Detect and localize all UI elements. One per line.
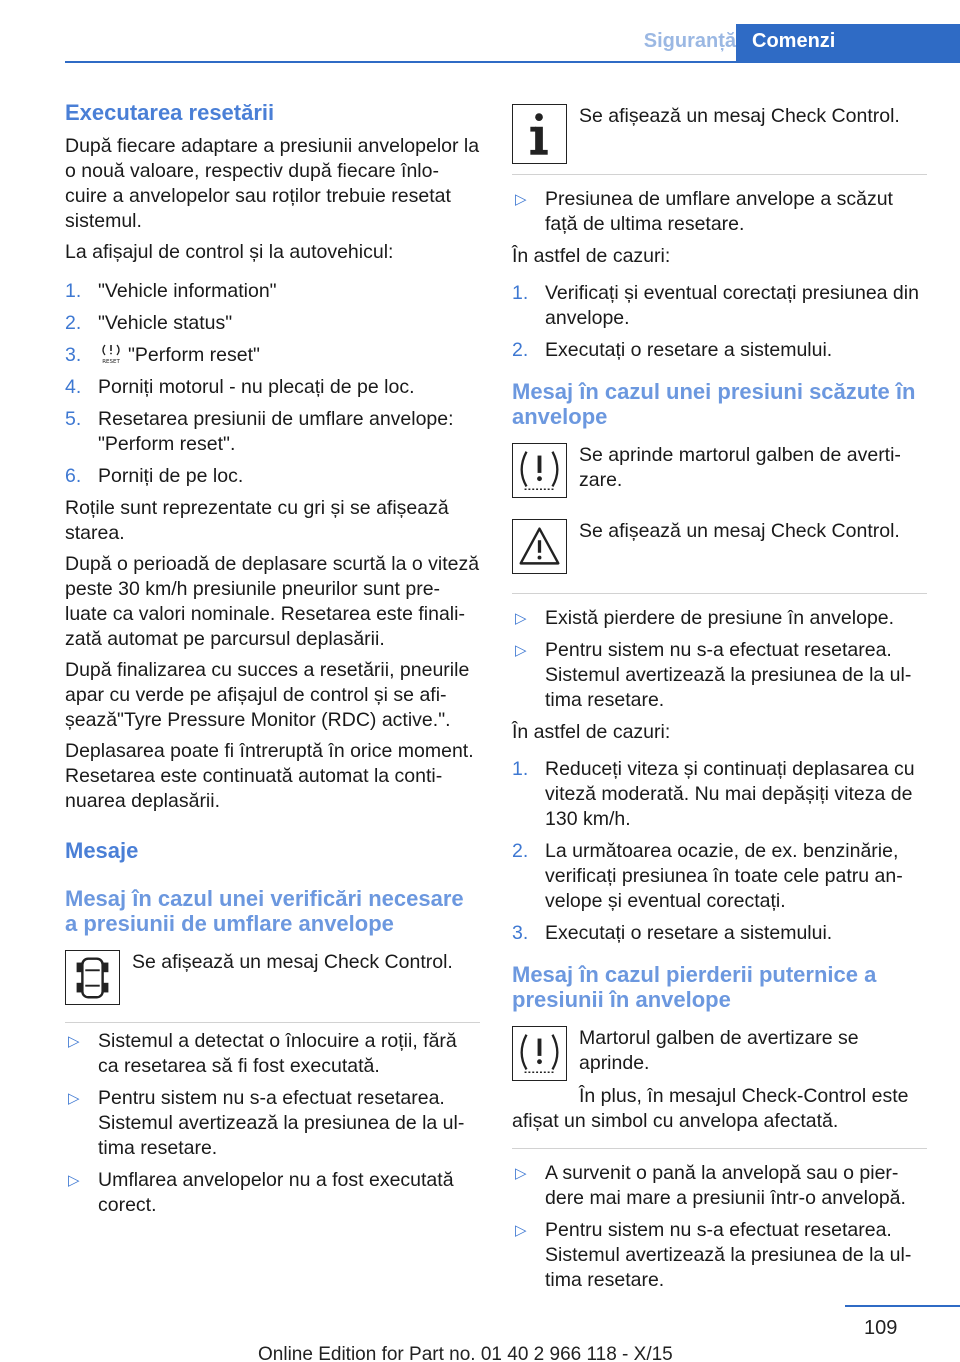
- paragraph: După fiecare adaptare a presiunii anvelopelor la o nouă valoare, respectiv după fiecare înlo-cuire a anvelopelor sau roților trebuie resetat sistemul.: [65, 135, 480, 232]
- step-number: 5.: [65, 408, 82, 430]
- footer-rule: [845, 1305, 960, 1307]
- step-text: Verificați și eventual corectați presiunea din anvelope.: [545, 282, 919, 329]
- reset-steps: [65, 279, 480, 489]
- list-item: [65, 375, 480, 400]
- step-text: Reduceți viteza și continuați deplasarea cu viteză moderată. Nu mai depășiți viteza de 130 km/h.: [545, 758, 915, 830]
- low-icon1-text: Se aprinde martorul galben de averti-zare.: [579, 444, 901, 491]
- list-item: [512, 839, 927, 914]
- triangle-bullet-icon: ▷: [68, 1090, 80, 1107]
- step-text: "Vehicle information": [98, 280, 277, 302]
- svg-text:RESET: RESET: [102, 359, 120, 365]
- step-text: "Perform reset": [128, 344, 260, 366]
- info-icon-text: Se afișează un mesaj Check Control.: [579, 105, 900, 127]
- low-bullets: [512, 593, 927, 713]
- step-number: 6.: [65, 465, 82, 487]
- tyre-pressure-warning-icon: [512, 443, 567, 498]
- loss-warning-row: [512, 1026, 927, 1080]
- list-item: [65, 1086, 480, 1161]
- paragraph: Roțile sunt reprezentate cu gri și se afișează starea.: [65, 497, 449, 544]
- triangle-bullet-icon: ▷: [515, 642, 527, 659]
- cases-list-2: [512, 757, 927, 946]
- step-number: 3.: [512, 922, 529, 944]
- paragraph: După finalizarea cu succes a resetării, pneurile apar cu verde pe afișajul de control și se afi-șează"Tyre Pressure Monitor (RDC) active.".: [65, 659, 470, 731]
- step-number: 2.: [65, 312, 82, 334]
- tpm-reset-icon: [98, 343, 124, 365]
- list-item: [512, 757, 927, 832]
- triangle-bullet-icon: ▷: [515, 1165, 527, 1182]
- step-number: 2.: [512, 339, 529, 361]
- step-text: "Vehicle status": [98, 312, 233, 334]
- paragraph: La afișajul de control și la autovehicul:: [65, 241, 394, 263]
- car-tyres-icon: [65, 950, 120, 1005]
- step-number: 2.: [512, 840, 529, 862]
- check-message-row: [65, 950, 480, 1008]
- bullet-text: A survenit o pană la anvelopă sau o pier-dere mai mare a presiunii într-o anvelopă.: [545, 1162, 906, 1209]
- triangle-bullet-icon: ▷: [68, 1033, 80, 1050]
- heading-pressure-loss: Mesaj în cazul pierderii puternice a presiunii în anvelope: [512, 962, 877, 1012]
- step-number: 1.: [65, 280, 82, 302]
- paragraph: În plus, în mesajul Check-Control este afișat un simbol cu anvelopa afectată.: [512, 1085, 909, 1132]
- bullet-text: Pentru sistem nu s-a efectuat resetarea. Sistemul avertizează la presiunea de la ul-tima resetare.: [98, 1087, 465, 1159]
- heading-reset: Executarea resetării: [65, 100, 275, 125]
- loss-bullets: [512, 1148, 927, 1293]
- bullet-text: Există pierdere de presiune în anvelope.: [545, 607, 895, 629]
- list-item: [65, 1029, 480, 1079]
- list-item: [65, 343, 480, 368]
- list-item: [512, 921, 927, 946]
- heading-low-pressure: Mesaj în cazul unei presiuni scăzute în anvelope: [512, 379, 916, 429]
- step-text: Resetarea presiunii de umflare anvelope: "Perform reset".: [98, 408, 454, 455]
- list-item: [512, 187, 927, 237]
- list-item: [65, 279, 480, 304]
- step-text: La următoarea ocazie, de ex. benzinărie, verificați presiunea în toate cele patru an-velope și eventual corectați.: [545, 840, 903, 912]
- header-rule: [65, 61, 960, 63]
- check-icon-text: Se afișează un mesaj Check Control.: [132, 951, 453, 973]
- bullet-text: Umflarea anvelopelor nu a fost executată corect.: [98, 1169, 454, 1216]
- paragraph: Deplasarea poate fi întreruptă în orice moment. Resetarea este continuată automat la conti-nuarea deplasării.: [65, 740, 474, 812]
- tab-safety[interactable]: Siguranță: [643, 30, 736, 52]
- list-item: [512, 1218, 927, 1293]
- info-icon: [512, 104, 567, 164]
- step-text: Executați o resetare a sistemului.: [545, 339, 833, 361]
- heading-messages: Mesaje: [65, 838, 139, 863]
- right-column: [512, 104, 927, 1300]
- list-item: [65, 1168, 480, 1218]
- step-number: 4.: [65, 376, 82, 398]
- step-number: 3.: [65, 344, 82, 366]
- info-message-row: [512, 104, 927, 166]
- bullet-text: Presiunea de umflare anvelope a scăzut față de ultima resetare.: [545, 188, 893, 235]
- step-text: Executați o resetare a sistemului.: [545, 922, 833, 944]
- heading-check-pressure: Mesaj în cazul unei verificări necesare a presiunii de umflare anvelope: [65, 886, 464, 936]
- page-number: 109: [864, 1317, 898, 1339]
- list-item: [512, 1161, 927, 1211]
- triangle-bullet-icon: ▷: [68, 1172, 80, 1189]
- edition-text: Online Edition for Part no. 01 40 2 966 118 - X/15: [258, 1344, 673, 1362]
- low-warning-row: [512, 443, 927, 501]
- step-number: 1.: [512, 282, 529, 304]
- triangle-bullet-icon: ▷: [515, 191, 527, 208]
- bullet-text: Sistemul a detectat o înlocuire a roții, fără ca resetarea să fi fost executată.: [98, 1030, 457, 1077]
- check-bullets: [65, 1022, 480, 1218]
- loss-icon-text: Martorul galben de avertizare se aprinde.: [579, 1027, 859, 1074]
- step-text: Porniți motorul - nu plecați de pe loc.: [98, 376, 415, 398]
- triangle-bullet-icon: ▷: [515, 610, 527, 627]
- list-item: [65, 311, 480, 336]
- list-item: [512, 606, 927, 631]
- step-text: Porniți de pe loc.: [98, 465, 244, 487]
- warning-triangle-icon: [512, 519, 567, 574]
- list-item: [65, 407, 480, 457]
- list-item: [512, 338, 927, 363]
- list-item: [65, 464, 480, 489]
- list-item: [512, 638, 927, 713]
- bullet-text: Pentru sistem nu s-a efectuat resetarea. Sistemul avertizează la presiunea de la ul-tima resetare.: [545, 1219, 912, 1291]
- list-item: [512, 281, 927, 331]
- paragraph: În astfel de cazuri:: [512, 245, 671, 267]
- tyre-pressure-warning-icon: [512, 1026, 567, 1081]
- page-header: [65, 24, 960, 62]
- low-icon2-text: Se afișează un mesaj Check Control.: [579, 520, 900, 542]
- tab-controls[interactable]: Comenzi: [736, 24, 960, 62]
- low-check-row: [512, 519, 927, 577]
- cases-list-1: [512, 281, 927, 363]
- paragraph: În astfel de cazuri:: [512, 721, 671, 743]
- info-bullets: [512, 174, 927, 237]
- left-column: [65, 100, 480, 1225]
- step-number: 1.: [512, 758, 529, 780]
- paragraph: După o perioadă de deplasare scurtă la o viteză peste 30 km/h presiunile pneurilor sunt pre-luate ca valori nominale. Resetarea este finali-zată automat pe parcursul deplasării.: [65, 553, 480, 650]
- bullet-text: Pentru sistem nu s-a efectuat resetarea. Sistemul avertizează la presiunea de la ul-tima resetare.: [545, 639, 912, 711]
- triangle-bullet-icon: ▷: [515, 1222, 527, 1239]
